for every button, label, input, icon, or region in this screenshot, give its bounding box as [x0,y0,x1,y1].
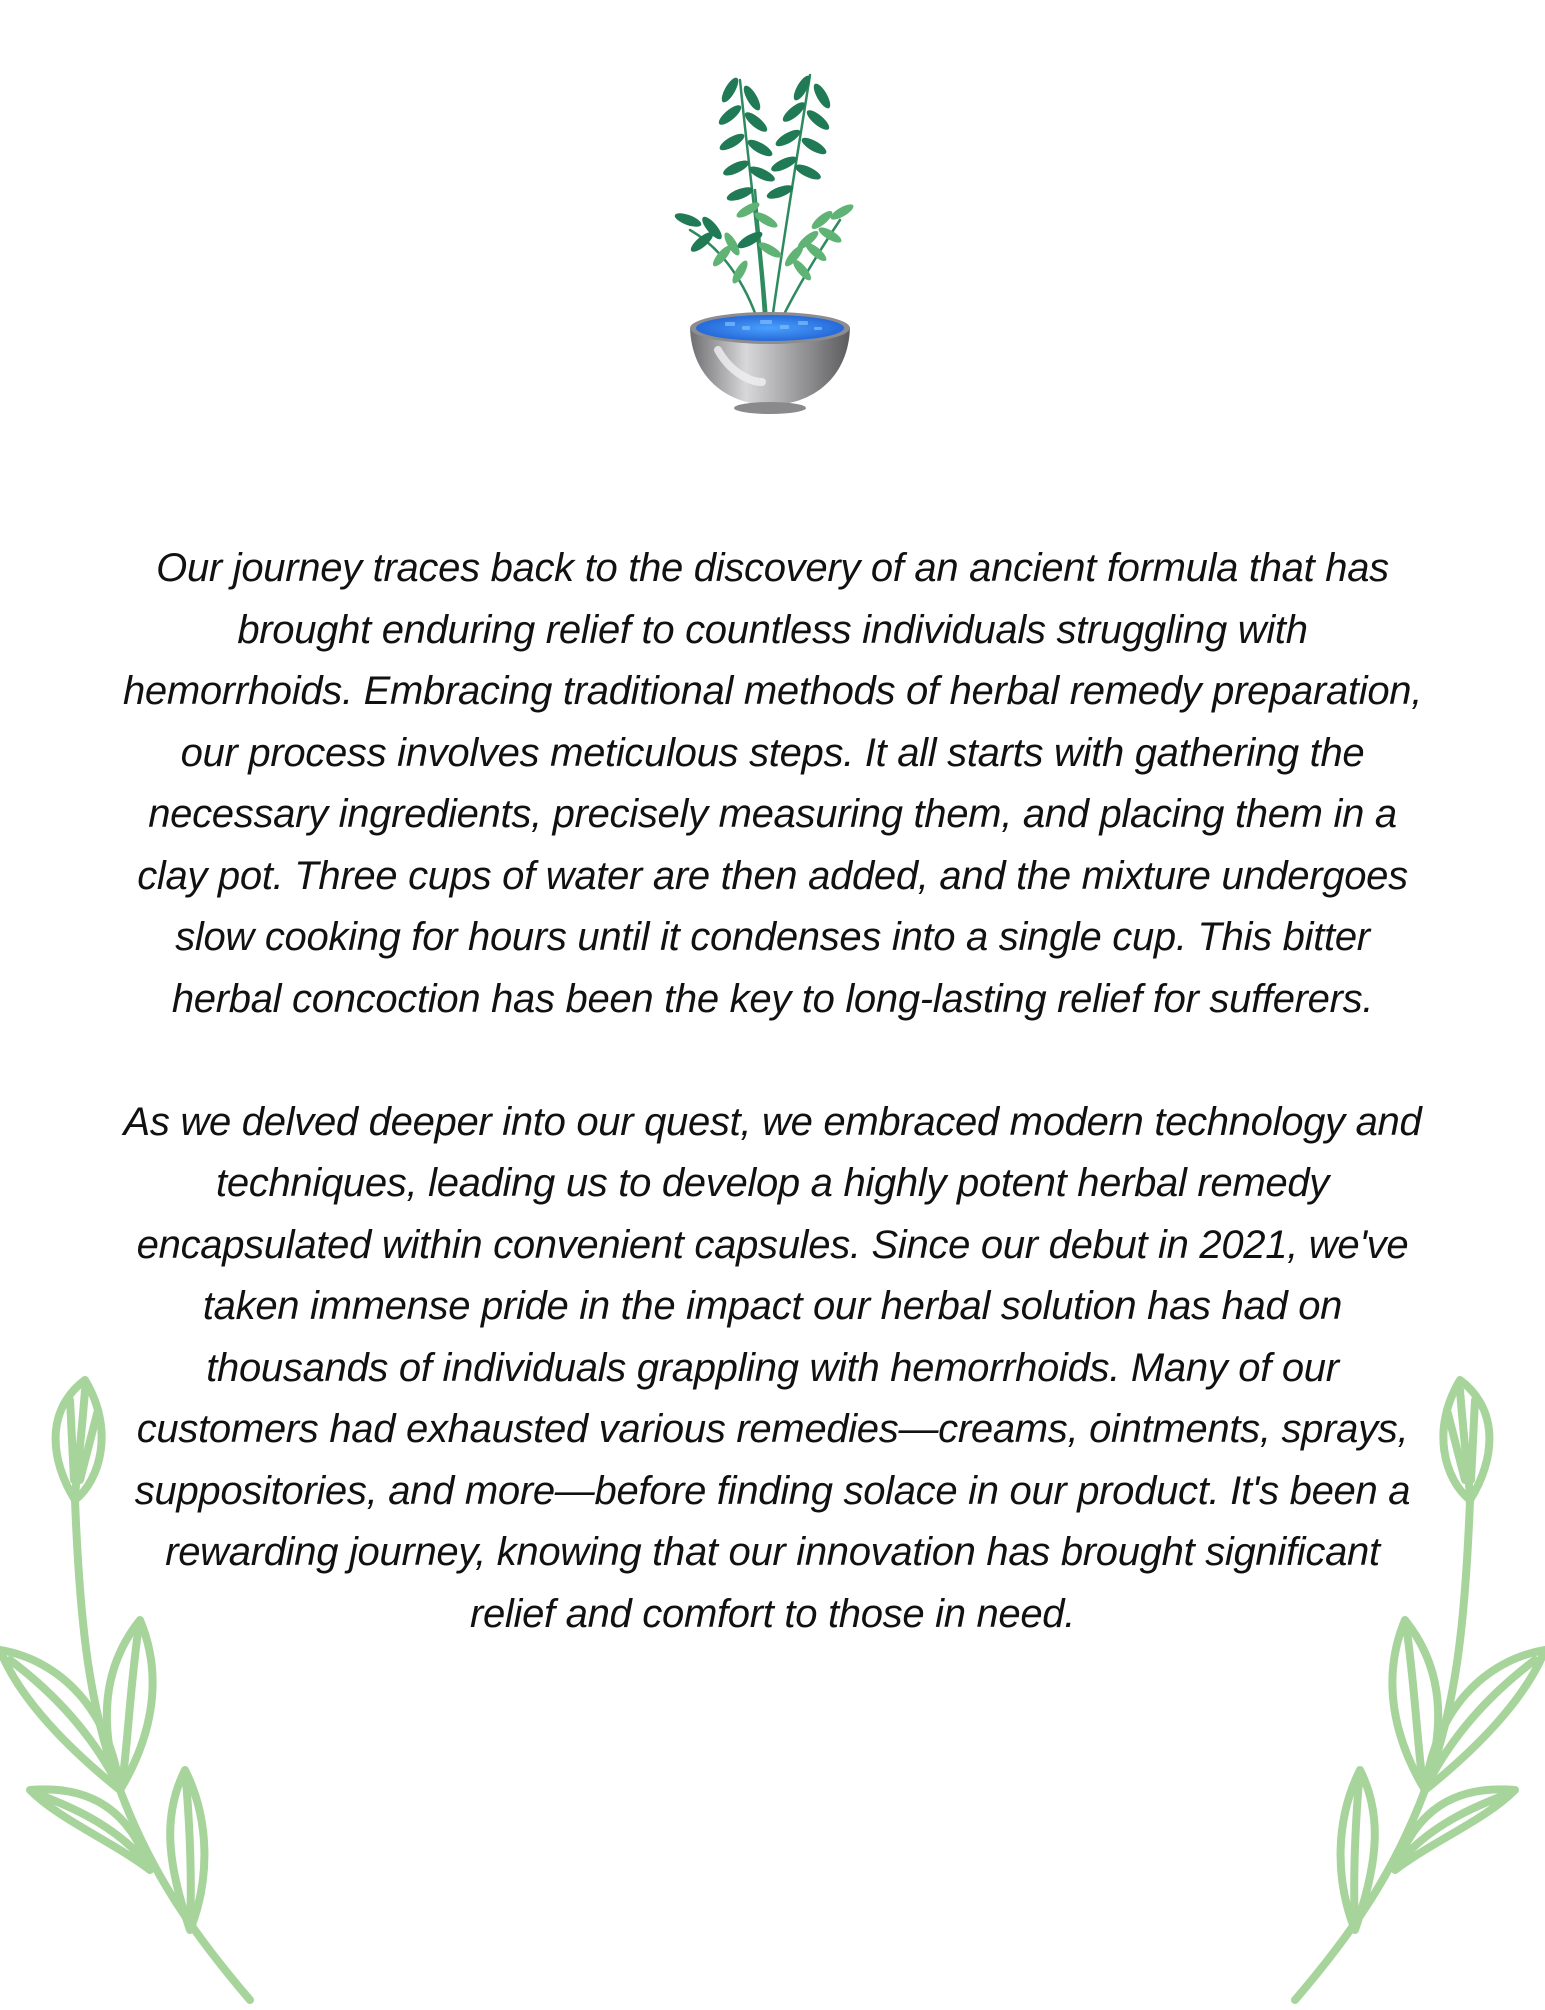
paragraph-modern-remedy: As we delved deeper into our quest, we embraced modern technology and techniques, leading us to develop a highly potent herbal remedy encapsulated within convenient capsules. Since our debut in 2021, we've taken immense pride in the impact our herbal solution has had on thousands of individuals grappling with hemorrhoids. Many of our customers had exhausted various remedies—creams, ointments, sprays, suppositories, and more—before finding solace in our product. It's been a rewarding journey, knowing that our innovation has brought significant relief and comfort to those in need. [123,1099,1422,1636]
potted-plant-icon [670,60,870,420]
body-text [120,538,1425,1645]
paragraph-journey-origin: Our journey traces back to the discovery of an ancient formula that has brought enduring relief to countless individuals struggling with hemorrhoids. Embracing traditional methods of herbal remedy preparation, our process involves meticulous steps. It all starts with gathering the necessary ingredients, precisely measuring them, and placing them in a clay pot. Three cups of water are then added, and the mixture undergoes slow cooking for hours until it condenses into a single cup. This bitter herbal concoction has been the key to long-lasting relief for sufferers. [122,546,1423,1021]
